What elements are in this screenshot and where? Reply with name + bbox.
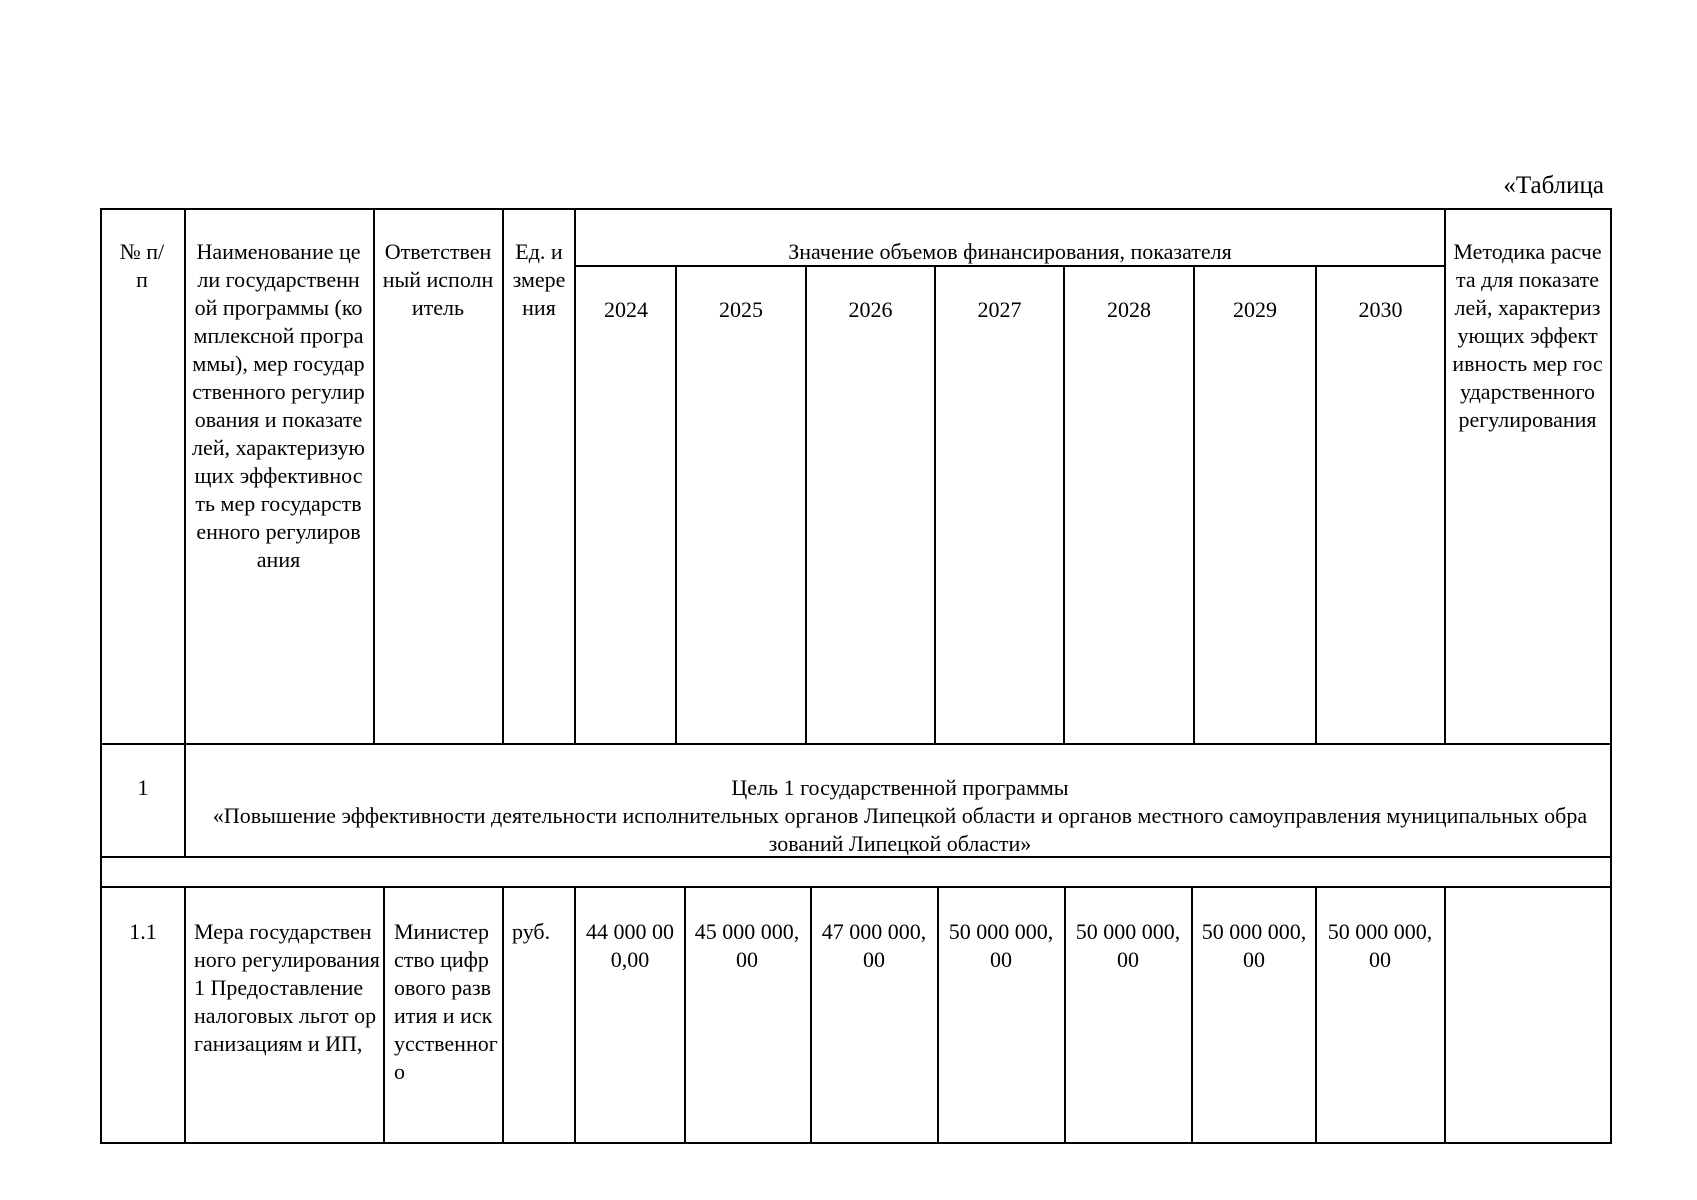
measure-value-2027: 50 000 000,00 — [948, 919, 1054, 972]
measure-value-2025: 45 000 000,00 — [694, 919, 800, 972]
goal-title — [210, 774, 1590, 858]
header-unit: Ед. измерения — [512, 239, 566, 320]
header-year-2024: 2024 — [604, 297, 648, 322]
border-h-2029 — [1315, 265, 1317, 745]
measure-unit: руб. — [512, 919, 551, 944]
measure-name: Мера государственного регулирования 1 Предоставление налоговых льгот организациям и ИП, — [194, 919, 380, 1056]
border-spacer-bottom — [100, 886, 1612, 888]
border-bottom — [100, 1142, 1612, 1144]
border-h-2027 — [1063, 265, 1065, 745]
border-m-2027 — [1064, 886, 1066, 1144]
border-h-2025 — [805, 265, 807, 745]
header-year-2026: 2026 — [848, 297, 893, 322]
border-m-2024 — [684, 886, 686, 1144]
border-h-2026 — [934, 265, 936, 745]
measure-value-2029: 50 000 000,00 — [1201, 919, 1307, 972]
header-num: № п/п — [119, 239, 165, 292]
border-m-exec — [502, 886, 504, 1144]
header-executor: Ответственный исполнитель — [382, 239, 494, 320]
header-year-2029: 2029 — [1233, 297, 1277, 322]
measure-executor: Министерство цифрового развития и искусственного — [394, 919, 498, 1084]
border-m-2026 — [937, 886, 939, 1144]
border-h-name — [373, 208, 375, 745]
border-m-unit — [574, 886, 576, 1144]
border-right — [1610, 208, 1612, 1144]
border-m-name — [383, 886, 385, 1144]
border-m-2030 — [1444, 886, 1446, 1144]
header-funding-group: Значение объемов финансирования, показателя — [788, 239, 1232, 264]
measure-value-2028: 50 000 000,00 — [1075, 919, 1181, 972]
border-h-unit — [574, 208, 576, 745]
header-year-2028: 2028 — [1107, 297, 1151, 322]
border-left — [100, 208, 102, 1144]
measure-value-2024: 44 000 000,00 — [586, 919, 674, 972]
header-year-2030: 2030 — [1358, 297, 1403, 322]
border-h-2030 — [1444, 208, 1446, 745]
goal-line-1: Цель 1 государственной программы — [731, 775, 1069, 800]
goal-num: 1 — [137, 775, 149, 800]
measure-value-2030: 50 000 000,00 — [1327, 919, 1433, 972]
measure-num: 1.1 — [129, 919, 157, 944]
header-method: Методика расчета для показателей, характеризующих эффективность мер государственного регулирования — [1452, 239, 1603, 432]
goal-line-2: «Повышение эффективности деятельности исполнительных органов Липецкой области и органов местного самоуправления муниципальных образований Липецкой области» — [212, 803, 1588, 856]
header-name: Наименование цели государственной программы (комплексной программы), мер государственного регулирования и показателей, характеризующих эффективность мер государственного регулирования — [192, 239, 365, 572]
border-num-a — [184, 208, 186, 858]
table-label: «Таблица — [1503, 172, 1604, 199]
border-m-2029 — [1315, 886, 1317, 1144]
border-h-2024 — [675, 265, 677, 745]
border-num-b — [184, 886, 186, 1144]
measure-value-2026: 47 000 000,00 — [821, 919, 927, 972]
border-header-bottom — [100, 743, 1612, 745]
border-m-2028 — [1191, 886, 1193, 1144]
border-h-exec — [502, 208, 504, 745]
border-m-2025 — [810, 886, 812, 1144]
border-top — [100, 208, 1612, 210]
header-year-2027: 2027 — [977, 297, 1022, 322]
header-year-2025: 2025 — [719, 297, 763, 322]
border-h-2028 — [1193, 265, 1195, 745]
